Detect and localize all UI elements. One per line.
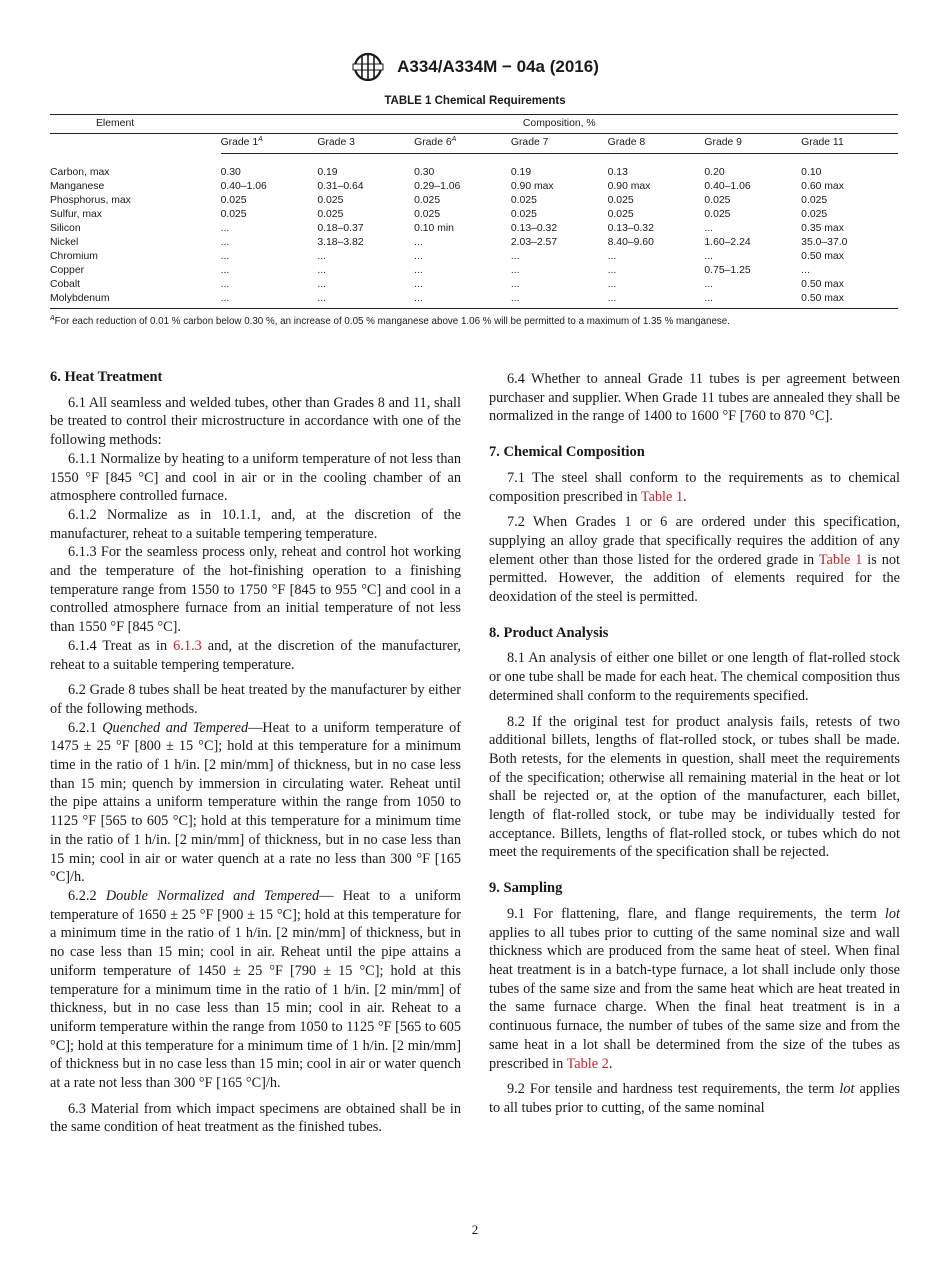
value-cell: 0.35 max	[801, 223, 844, 234]
value-cell: ...	[414, 292, 511, 309]
element-cell: Silicon	[50, 223, 81, 234]
value-cell: ...	[221, 292, 318, 309]
table-row	[50, 208, 898, 222]
table-row	[50, 278, 898, 292]
value-cell: 0.025	[317, 195, 344, 206]
value-cell: 0.10	[801, 167, 822, 178]
value-cell: 0.025	[414, 209, 441, 220]
page-number: 2	[471, 1222, 479, 1237]
value-cell: 0.025	[801, 209, 828, 220]
value-cell: 0.025	[704, 195, 731, 206]
element-cell: Copper	[50, 265, 85, 276]
value-cell: ...	[801, 265, 810, 276]
paragraph-8-2: 8.2 If the original test for product analysis fails, retests of two additional billets, lengths of flat-rolled stock, or tubes shall be made. Both retests, for the elements in question, shall meet the requirements of the specification; otherwise all remaining material in the heat or lot shall be rejected or, at the option of the manufacturer, each billet, length of flat-rolled stock, or tube may be individually tested for acceptance. Billets, lengths of flat-rolled stock, or tubes which do not meet the requirements of the specification shall be rejected.	[489, 713, 900, 861]
value-cell: 0.90 max	[510, 181, 554, 192]
grade-header: Grade 7	[511, 134, 608, 154]
section-heading-chemical-composition: 7. Chemical Composition	[489, 444, 645, 461]
paragraph-6-2-1: 6.2.1 Quenched and Tempered—Heat to a uniform temperature of 1475 ± 25 °F [800 ± 15 °C]; hold at this temperature for a minimum time in the ratio of 1 h/in. [2 min/mm] of thickness, but in no case less than 15 min; quench by immersion in circulating water. Reheat until the pipe attains a uniform temperature within the range from 1050 to 1125 °F [565 to 605 °C]; hold at this temperature for a minimum time in the ratio of 1 h/in. [2 min/mm] of thickness, but in no case less than 15 min; cool in air or water quench at a rate no less than 300 °F [165 °C]/h.	[50, 719, 462, 886]
table-1-link[interactable]: Table 1	[818, 551, 863, 568]
element-cell: Cobalt	[50, 279, 81, 290]
paragraph-6-4: 6.4 Whether to anneal Grade 11 tubes is per agreement between purchaser and supplier. When Grade 11 tubes are annealed they shall be normalized in the range of 1400 to 1600 °F [760 to 870 °C].	[489, 371, 900, 425]
value-cell: ...	[704, 251, 714, 262]
value-cell: 0.025	[607, 209, 634, 220]
grade-header: Grade 9	[704, 134, 801, 154]
value-cell: 0.025	[510, 195, 537, 206]
paragraph-6-3: 6.3 Material from which impact specimens are obtained shall be in the same condition of heat treatment as the finished tubes.	[50, 1100, 461, 1136]
paragraph-9-2: 9.2 For tensile and hardness test requirements, the term lot applies to all tubes prior to cutting, of the same nominal	[489, 1081, 900, 1116]
table-row	[50, 292, 898, 309]
value-cell: 0.025	[414, 195, 441, 206]
element-cell: Nickel	[50, 237, 79, 248]
composition-column-header: Composition, %	[221, 115, 898, 134]
paragraph-7-1: 7.1 The steel shall conform to the requirements as to chemical composition prescribed in Table 1.	[489, 469, 900, 505]
value-cell: 0.18–0.37	[317, 223, 364, 234]
section-link-6-1-3[interactable]: 6.1.3	[173, 637, 202, 654]
value-cell: 0.13	[607, 167, 628, 178]
value-cell: 0.75–1.25	[704, 265, 751, 276]
value-cell: ...	[510, 279, 520, 290]
value-cell: 0.025	[220, 209, 247, 220]
value-cell: 0.29–1.06	[414, 181, 461, 192]
document-header	[0, 52, 950, 82]
section-heading-sampling: 9. Sampling	[489, 880, 563, 897]
element-cell: Carbon, max	[50, 167, 110, 178]
chemical-requirements-table	[50, 114, 898, 309]
grade-header: Grade 8	[608, 134, 705, 154]
table-row	[50, 180, 898, 194]
value-cell: 0.20	[704, 167, 725, 178]
table-2-link[interactable]: Table 2	[566, 1055, 609, 1072]
table-row	[50, 222, 898, 236]
right-column	[489, 370, 900, 1118]
element-cell: Chromium	[50, 251, 98, 262]
section-heading-product-analysis: 8. Product Analysis	[489, 624, 609, 641]
value-cell: 0.025	[510, 209, 537, 220]
value-cell: 0.025	[607, 195, 634, 206]
table-row	[50, 236, 898, 250]
value-cell: ...	[607, 265, 617, 276]
value-cell: 0.025	[317, 209, 344, 220]
table-header-row	[50, 115, 898, 134]
left-column	[50, 368, 461, 1137]
value-cell: ...	[704, 292, 801, 309]
value-cell: ...	[220, 279, 230, 290]
value-cell: 0.40–1.06	[220, 181, 267, 192]
value-cell: 0.50 max	[801, 292, 898, 309]
value-cell: 1.60–2.24	[704, 237, 751, 248]
value-cell: 0.025	[704, 209, 731, 220]
grade-header: Grade 11	[801, 134, 898, 154]
value-cell: ...	[704, 279, 714, 290]
paragraph-9-1: 9.1 For flattening, flare, and flange requirements, the term lot applies to all tubes prior to cutting of the same nominal size and wall thickness which are produced from the same heat of steel. When final heat treatment is in a batch-type furnace, a lot shall include only those tubes of the same size and from the same heat which are heat treated in the same furnace charge. When the final heat treatment is in a continuous furnace, the number of tubes of the same size and from the same heat in a lot shall be determined from the size of the tubes as prescribed in Table 2.	[489, 905, 900, 1072]
value-cell: 0.30	[414, 167, 435, 178]
value-cell: 0.10 min	[414, 223, 454, 234]
table-row	[50, 194, 898, 208]
grade-header: Grade $6^A$	[414, 134, 511, 154]
element-cell: Manganese	[50, 181, 105, 192]
element-cell: Molybdenum	[50, 292, 221, 309]
value-cell: ...	[608, 292, 705, 309]
value-cell: 0.19	[317, 167, 338, 178]
table-title: TABLE 1 Chemical Requirements	[384, 95, 566, 107]
paragraph-6-2-2: 6.2.2 Double Normalized and Tempered— Heat to a uniform temperature of 1650 ± 25 °F [900 ± 15 °C]; hold at this temperature for a minimum time in the ratio of 1 h/in. [2 min/mm] of thickness, but in no case less than 15 min; cool in air. Reheat until the pipe attains a uniform temperature of 1450 ± 25 °F [790 ± 15 °C]; hold at this temperature for a minimum time in the ratio of 1 h/in. [2 min/mm] of thickness, but in no case less than 15 min; cool in air. Reheat to a uniform temperature within the range from 1050 to 1125 °F [565 to 605 °C]; hold at this temperature for a minimum time of 1 h/in. [2 min/mm] of thickness but in no case less than 15 min; cool in air or water quench at a rate not less than 300 °F [165 °C]/h.	[50, 887, 461, 1092]
table-footnote: $^A$For each reduction of 0.01 % carbon below 0.30 %, an increase of 0.05 % manganese above 1.06 % will be permitted to a maximum of 1.35 % manganese.	[50, 315, 730, 327]
value-cell: ...	[414, 265, 423, 276]
value-cell: ...	[220, 265, 230, 276]
value-cell: ...	[317, 292, 414, 309]
paragraph-6-2: 6.2 Grade 8 tubes shall be heat treated by the manufacturer by either of the following methods.	[50, 682, 461, 717]
value-cell: ...	[317, 265, 327, 276]
value-cell: ...	[414, 237, 423, 248]
value-cell: 0.31–0.64	[317, 181, 364, 192]
value-cell: 0.30	[220, 167, 241, 178]
value-cell: 0.50 max	[801, 251, 844, 262]
value-cell: ...	[704, 223, 714, 234]
value-cell: ...	[317, 251, 327, 262]
grade-header: Grade 3	[317, 134, 414, 154]
value-cell: ...	[220, 251, 230, 262]
section-heading-heat-treatment: 6. Heat Treatment	[50, 369, 163, 385]
value-cell: ...	[607, 251, 617, 262]
value-cell: 0.90 max	[607, 181, 651, 192]
paragraph-6-1-1: 6.1.1 Normalize by heating to a uniform temperature of not less than 1550 °F [845 °C] and cool in air or in the cooling chamber of an atmosphere controlled furnace.	[50, 450, 461, 505]
element-column-header: Element	[50, 115, 221, 134]
value-cell: ...	[511, 292, 608, 309]
document-title: A334/A334M − 04a (2016)	[397, 57, 599, 76]
value-cell: 0.19	[510, 167, 532, 178]
table-row	[50, 166, 898, 180]
value-cell: 0.13–0.32	[510, 223, 558, 234]
value-cell: ...	[510, 265, 520, 276]
value-cell: 0.40–1.06	[704, 181, 751, 192]
paragraph-6-1-4: 6.1.4 Treat as in 6.1.3 and, at the discretion of the manufacturer, reheat to a suitable tempering temperature.	[50, 637, 461, 673]
value-cell: ...	[414, 251, 423, 262]
grade-header: Grade $1^A$	[221, 134, 318, 154]
value-cell: 0.025	[801, 195, 828, 206]
value-cell: ...	[317, 279, 327, 290]
value-cell: ...	[220, 237, 230, 248]
table-row	[50, 264, 898, 278]
grade-header-row	[50, 134, 898, 154]
value-cell: 8.40–9.60	[607, 237, 654, 248]
paragraph-8-1: 8.1 An analysis of either one billet or one length of flat-rolled stock or one tube shall be made for each heat. The chemical composition thus determined shall conform to the requirements specified.	[489, 650, 900, 704]
value-cell: 0.50 max	[801, 279, 844, 290]
value-cell: ...	[414, 279, 423, 290]
value-cell: ...	[510, 251, 520, 262]
paragraph-7-2: 7.2 When Grades 1 or 6 are ordered under this specification, supplying an alloy grade that specifically requires the addition of any element other than those listed for the ordered grade in Table 1 is not permitted. However, the addition of elements required for the deoxidation of the steel is permitted.	[489, 514, 900, 606]
value-cell: ...	[607, 279, 617, 290]
paragraph-6-1: 6.1 All seamless and welded tubes, other than Grades 8 and 11, shall be treated to control their microstructure in accordance with one of the following methods:	[50, 394, 461, 449]
value-cell: 2.03–2.57	[510, 237, 558, 248]
value-cell: 35.0–37.0	[801, 237, 848, 248]
table-row	[50, 250, 898, 264]
astm-logo-icon	[351, 52, 385, 82]
paragraph-6-1-2: 6.1.2 Normalize as in 10.1.1, and, at the discretion of the manufacturer, reheat to a suitable tempering temperature.	[50, 506, 461, 542]
paragraph-6-1-3: 6.1.3 For the seamless process only, reheat and control hot working and the temperature of the hot-finishing operation to a finishing temperature range from 1550 to 1750 °F [845 to 955 °C] and cool in a controlled atmosphere furnace from an initial temperature of not less than 1550 °F [845 °C].	[50, 544, 461, 636]
element-cell: Sulfur, max	[50, 209, 102, 220]
value-cell: 0.60 max	[801, 181, 844, 192]
value-cell: 3.18–3.82	[317, 237, 364, 248]
value-cell: 0.13–0.32	[607, 223, 654, 234]
element-cell: Phosphorus, max	[50, 195, 131, 206]
value-cell: ...	[220, 223, 230, 234]
value-cell: 0.025	[220, 195, 247, 206]
table-1-link[interactable]: Table 1	[640, 488, 684, 505]
